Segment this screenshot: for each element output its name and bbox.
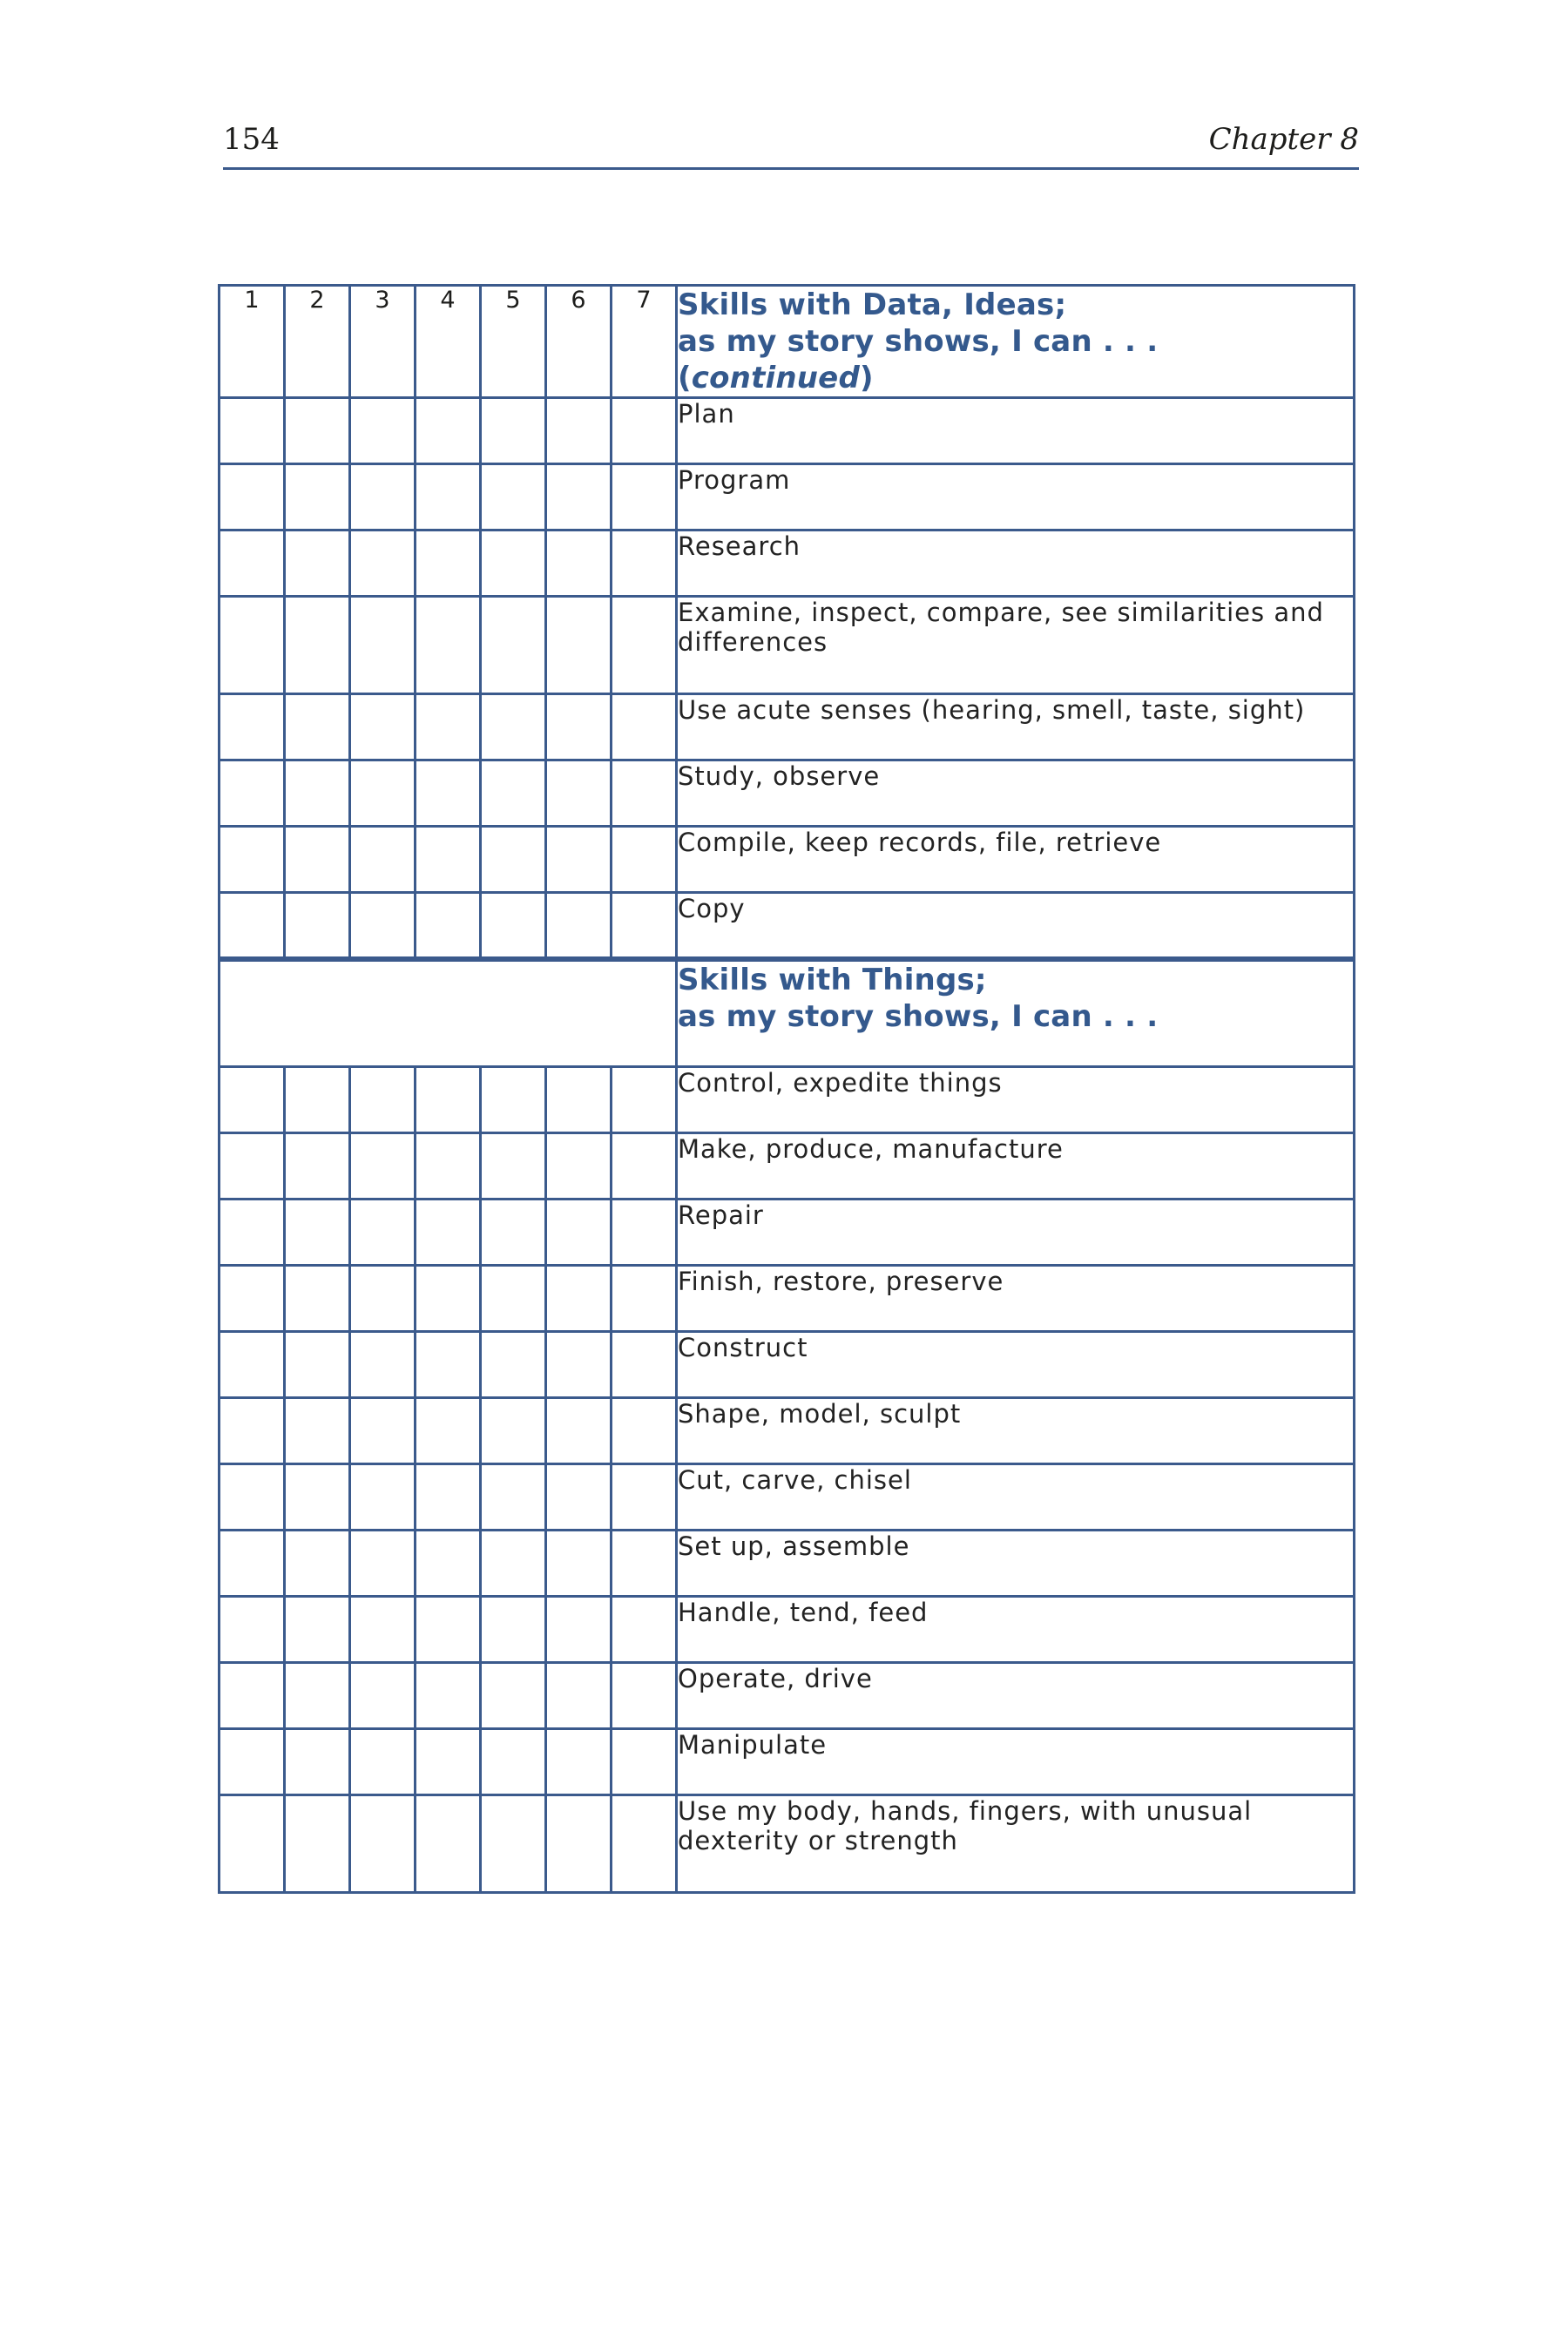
rating-box-col-1[interactable] bbox=[220, 531, 285, 597]
section-title-cell bbox=[677, 286, 1355, 398]
table-row bbox=[220, 1133, 1355, 1200]
skill-label: Program bbox=[677, 464, 1355, 531]
rating-box-col-7[interactable] bbox=[612, 1597, 677, 1663]
rating-box-col-1[interactable] bbox=[220, 1266, 285, 1332]
rating-box-col-7[interactable] bbox=[612, 694, 677, 760]
rating-box-col-1[interactable] bbox=[220, 893, 285, 959]
rating-box-col-3[interactable] bbox=[350, 1067, 416, 1133]
column-number-4: 4 bbox=[416, 286, 481, 398]
rating-box-col-2[interactable] bbox=[285, 1266, 350, 1332]
rating-box-col-1[interactable] bbox=[220, 1398, 285, 1464]
rating-box-col-2[interactable] bbox=[285, 760, 350, 827]
rating-box-col-2[interactable] bbox=[285, 1398, 350, 1464]
rating-box-col-3[interactable] bbox=[350, 1729, 416, 1795]
rating-box-col-2[interactable] bbox=[285, 1464, 350, 1531]
rating-box-col-7[interactable] bbox=[612, 398, 677, 464]
rating-box-col-6[interactable] bbox=[546, 1597, 612, 1663]
section-header-row bbox=[220, 286, 1355, 398]
table-row bbox=[220, 694, 1355, 760]
table-row bbox=[220, 1398, 1355, 1464]
rating-box-col-5[interactable] bbox=[481, 1795, 546, 1893]
running-head bbox=[223, 122, 1359, 170]
rating-box-col-5[interactable] bbox=[481, 694, 546, 760]
skill-label: Study, observe bbox=[677, 760, 1355, 827]
rating-box-col-2[interactable] bbox=[285, 1133, 350, 1200]
skill-label: Research bbox=[677, 531, 1355, 597]
rating-box-col-4[interactable] bbox=[416, 1067, 481, 1133]
rating-box-col-2[interactable] bbox=[285, 893, 350, 959]
rating-box-col-4[interactable] bbox=[416, 1464, 481, 1531]
rating-box-col-1[interactable] bbox=[220, 1795, 285, 1893]
section-title-cell bbox=[677, 959, 1355, 1067]
rating-box-col-5[interactable] bbox=[481, 1597, 546, 1663]
rating-box-col-6[interactable] bbox=[546, 1200, 612, 1266]
chapter-label: Chapter 8 bbox=[1208, 122, 1359, 157]
rating-box-col-5[interactable] bbox=[481, 1729, 546, 1795]
rating-box-col-3[interactable] bbox=[350, 531, 416, 597]
rating-box-col-7[interactable] bbox=[612, 1067, 677, 1133]
table-row bbox=[220, 1332, 1355, 1398]
rating-box-col-3[interactable] bbox=[350, 1597, 416, 1663]
rating-box-col-6[interactable] bbox=[546, 1133, 612, 1200]
skill-label: Compile, keep records, file, retrieve bbox=[677, 827, 1355, 893]
rating-box-col-7[interactable] bbox=[612, 464, 677, 531]
rating-box-col-7[interactable] bbox=[612, 1464, 677, 1531]
skill-label: Copy bbox=[677, 893, 1355, 959]
rating-box-col-7[interactable] bbox=[612, 1266, 677, 1332]
skill-label: Make, produce, manufacture bbox=[677, 1133, 1355, 1200]
skill-label: Plan bbox=[677, 398, 1355, 464]
skill-label: Control, expedite things bbox=[677, 1067, 1355, 1133]
rating-box-col-2[interactable] bbox=[285, 1663, 350, 1729]
table-row bbox=[220, 1729, 1355, 1795]
section-title-line2: as my story shows, I can . . . ( bbox=[678, 324, 1159, 395]
table-body bbox=[220, 286, 1355, 1893]
rating-box-col-6[interactable] bbox=[546, 760, 612, 827]
rating-box-col-2[interactable] bbox=[285, 1729, 350, 1795]
rating-box-col-7[interactable] bbox=[612, 893, 677, 959]
rating-box-col-2[interactable] bbox=[285, 1531, 350, 1597]
rating-box-col-6[interactable] bbox=[546, 1531, 612, 1597]
rating-box-col-7[interactable] bbox=[612, 827, 677, 893]
blank-header-cell bbox=[220, 959, 677, 1067]
rating-box-col-7[interactable] bbox=[612, 1398, 677, 1464]
rating-box-col-2[interactable] bbox=[285, 1200, 350, 1266]
rating-box-col-2[interactable] bbox=[285, 1332, 350, 1398]
rating-box-col-4[interactable] bbox=[416, 597, 481, 694]
rating-box-col-7[interactable] bbox=[612, 1133, 677, 1200]
rating-box-col-1[interactable] bbox=[220, 694, 285, 760]
rating-box-col-4[interactable] bbox=[416, 1663, 481, 1729]
rating-box-col-7[interactable] bbox=[612, 1729, 677, 1795]
table-row bbox=[220, 531, 1355, 597]
table-row bbox=[220, 827, 1355, 893]
table-row bbox=[220, 597, 1355, 694]
rating-box-col-3[interactable] bbox=[350, 1332, 416, 1398]
rating-box-col-4[interactable] bbox=[416, 1795, 481, 1893]
rating-box-col-5[interactable] bbox=[481, 760, 546, 827]
rating-box-col-7[interactable] bbox=[612, 760, 677, 827]
rating-box-col-1[interactable] bbox=[220, 1332, 285, 1398]
rating-box-col-2[interactable] bbox=[285, 827, 350, 893]
skill-label: Use my body, hands, fingers, with unusual dexterity or strength bbox=[677, 1795, 1355, 1893]
rating-box-col-1[interactable] bbox=[220, 464, 285, 531]
rating-box-col-6[interactable] bbox=[546, 464, 612, 531]
rating-box-col-6[interactable] bbox=[546, 827, 612, 893]
section-title-line2: as my story shows, I can . . . bbox=[678, 998, 1159, 1034]
rating-box-col-3[interactable] bbox=[350, 893, 416, 959]
rating-box-col-6[interactable] bbox=[546, 398, 612, 464]
rating-box-col-1[interactable] bbox=[220, 1200, 285, 1266]
rating-box-col-2[interactable] bbox=[285, 1795, 350, 1893]
skill-label: Repair bbox=[677, 1200, 1355, 1266]
rating-box-col-4[interactable] bbox=[416, 827, 481, 893]
rating-box-col-1[interactable] bbox=[220, 1531, 285, 1597]
table-row bbox=[220, 398, 1355, 464]
rating-box-col-2[interactable] bbox=[285, 464, 350, 531]
page-number: 154 bbox=[223, 122, 280, 157]
rating-box-col-6[interactable] bbox=[546, 1795, 612, 1893]
rating-box-col-5[interactable] bbox=[481, 1200, 546, 1266]
rating-box-col-6[interactable] bbox=[546, 1729, 612, 1795]
rating-box-col-6[interactable] bbox=[546, 597, 612, 694]
rating-box-col-3[interactable] bbox=[350, 464, 416, 531]
rating-box-col-3[interactable] bbox=[350, 1266, 416, 1332]
rating-box-col-4[interactable] bbox=[416, 1133, 481, 1200]
rating-box-col-4[interactable] bbox=[416, 1729, 481, 1795]
skill-label: Set up, assemble bbox=[677, 1531, 1355, 1597]
table-row bbox=[220, 1266, 1355, 1332]
rating-box-col-5[interactable] bbox=[481, 531, 546, 597]
skill-label: Finish, restore, preserve bbox=[677, 1266, 1355, 1332]
rating-box-col-1[interactable] bbox=[220, 1663, 285, 1729]
skill-label: Handle, tend, feed bbox=[677, 1597, 1355, 1663]
rating-box-col-1[interactable] bbox=[220, 1729, 285, 1795]
rating-box-col-1[interactable] bbox=[220, 398, 285, 464]
rating-box-col-5[interactable] bbox=[481, 893, 546, 959]
table-row bbox=[220, 1795, 1355, 1893]
rating-box-col-6[interactable] bbox=[546, 531, 612, 597]
skill-label: Manipulate bbox=[677, 1729, 1355, 1795]
rating-box-col-2[interactable] bbox=[285, 1597, 350, 1663]
rating-box-col-6[interactable] bbox=[546, 1464, 612, 1531]
column-number-3: 3 bbox=[350, 286, 416, 398]
rating-box-col-3[interactable] bbox=[350, 398, 416, 464]
skill-label: Shape, model, sculpt bbox=[677, 1398, 1355, 1464]
rating-box-col-4[interactable] bbox=[416, 893, 481, 959]
column-number-2: 2 bbox=[285, 286, 350, 398]
rating-box-col-3[interactable] bbox=[350, 1464, 416, 1531]
rating-box-col-5[interactable] bbox=[481, 1133, 546, 1200]
table-row bbox=[220, 1597, 1355, 1663]
table-row bbox=[220, 760, 1355, 827]
rating-box-col-7[interactable] bbox=[612, 597, 677, 694]
rating-box-col-5[interactable] bbox=[481, 398, 546, 464]
column-number-1: 1 bbox=[220, 286, 285, 398]
rating-box-col-7[interactable] bbox=[612, 1795, 677, 1893]
rating-box-col-5[interactable] bbox=[481, 1332, 546, 1398]
skill-label: Use acute senses (hearing, smell, taste, sight) bbox=[677, 694, 1355, 760]
rating-box-col-7[interactable] bbox=[612, 531, 677, 597]
rating-box-col-3[interactable] bbox=[350, 1398, 416, 1464]
table-row bbox=[220, 1067, 1355, 1133]
rating-box-col-6[interactable] bbox=[546, 1663, 612, 1729]
rating-box-col-7[interactable] bbox=[612, 1332, 677, 1398]
rating-box-col-1[interactable] bbox=[220, 1133, 285, 1200]
table-row bbox=[220, 1464, 1355, 1531]
column-number-5: 5 bbox=[481, 286, 546, 398]
rating-box-col-3[interactable] bbox=[350, 1795, 416, 1893]
rating-box-col-3[interactable] bbox=[350, 760, 416, 827]
rating-box-col-6[interactable] bbox=[546, 694, 612, 760]
rating-box-col-2[interactable] bbox=[285, 597, 350, 694]
rating-box-col-3[interactable] bbox=[350, 597, 416, 694]
rating-box-col-5[interactable] bbox=[481, 1067, 546, 1133]
table-row bbox=[220, 1200, 1355, 1266]
rating-box-col-5[interactable] bbox=[481, 1464, 546, 1531]
rating-box-col-7[interactable] bbox=[612, 1663, 677, 1729]
rating-box-col-6[interactable] bbox=[546, 1332, 612, 1398]
rating-box-col-3[interactable] bbox=[350, 827, 416, 893]
section-title-italic: continued bbox=[691, 361, 860, 395]
rating-box-col-3[interactable] bbox=[350, 1531, 416, 1597]
rating-box-col-1[interactable] bbox=[220, 1464, 285, 1531]
section-header-row bbox=[220, 959, 1355, 1067]
table-row bbox=[220, 464, 1355, 531]
rating-box-col-4[interactable] bbox=[416, 694, 481, 760]
rating-box-col-5[interactable] bbox=[481, 827, 546, 893]
rating-box-col-5[interactable] bbox=[481, 1531, 546, 1597]
rating-box-col-6[interactable] bbox=[546, 1266, 612, 1332]
rating-box-col-6[interactable] bbox=[546, 1398, 612, 1464]
rating-box-col-2[interactable] bbox=[285, 694, 350, 760]
rating-box-col-1[interactable] bbox=[220, 1067, 285, 1133]
rating-box-col-1[interactable] bbox=[220, 827, 285, 893]
skill-label: Operate, drive bbox=[677, 1663, 1355, 1729]
rating-box-col-4[interactable] bbox=[416, 1200, 481, 1266]
skill-label: Cut, carve, chisel bbox=[677, 1464, 1355, 1531]
skill-label: Examine, inspect, compare, see similarities and differences bbox=[677, 597, 1355, 694]
rating-box-col-4[interactable] bbox=[416, 1531, 481, 1597]
rating-box-col-1[interactable] bbox=[220, 760, 285, 827]
skills-checklist-table bbox=[218, 284, 1355, 1894]
rating-box-col-3[interactable] bbox=[350, 1133, 416, 1200]
rating-box-col-2[interactable] bbox=[285, 398, 350, 464]
rating-box-col-7[interactable] bbox=[612, 1531, 677, 1597]
rating-box-col-2[interactable] bbox=[285, 1067, 350, 1133]
section-title-end: ) bbox=[859, 361, 874, 395]
rating-box-col-4[interactable] bbox=[416, 1266, 481, 1332]
rating-box-col-4[interactable] bbox=[416, 398, 481, 464]
table-row bbox=[220, 893, 1355, 959]
rating-box-col-1[interactable] bbox=[220, 597, 285, 694]
rating-box-col-4[interactable] bbox=[416, 760, 481, 827]
section-title-line1: Skills with Data, Ideas; bbox=[678, 287, 1067, 322]
column-number-7: 7 bbox=[612, 286, 677, 398]
rating-box-col-6[interactable] bbox=[546, 1067, 612, 1133]
table-row bbox=[220, 1531, 1355, 1597]
rating-box-col-4[interactable] bbox=[416, 1597, 481, 1663]
rating-box-col-5[interactable] bbox=[481, 1663, 546, 1729]
rating-box-col-3[interactable] bbox=[350, 1663, 416, 1729]
rating-box-col-5[interactable] bbox=[481, 1398, 546, 1464]
rating-box-col-5[interactable] bbox=[481, 464, 546, 531]
section-title-line1: Skills with Things; bbox=[678, 962, 987, 997]
rating-box-col-4[interactable] bbox=[416, 531, 481, 597]
column-number-6: 6 bbox=[546, 286, 612, 398]
rating-box-col-4[interactable] bbox=[416, 1398, 481, 1464]
rating-box-col-5[interactable] bbox=[481, 597, 546, 694]
section-title bbox=[678, 287, 1353, 396]
rating-box-col-1[interactable] bbox=[220, 1597, 285, 1663]
rating-box-col-3[interactable] bbox=[350, 694, 416, 760]
rating-box-col-5[interactable] bbox=[481, 1266, 546, 1332]
rating-box-col-7[interactable] bbox=[612, 1200, 677, 1266]
rating-box-col-3[interactable] bbox=[350, 1200, 416, 1266]
rating-box-col-4[interactable] bbox=[416, 1332, 481, 1398]
section-title bbox=[678, 962, 1353, 1035]
rating-box-col-6[interactable] bbox=[546, 893, 612, 959]
skill-label: Construct bbox=[677, 1332, 1355, 1398]
rating-box-col-2[interactable] bbox=[285, 531, 350, 597]
rating-box-col-4[interactable] bbox=[416, 464, 481, 531]
table-row bbox=[220, 1663, 1355, 1729]
